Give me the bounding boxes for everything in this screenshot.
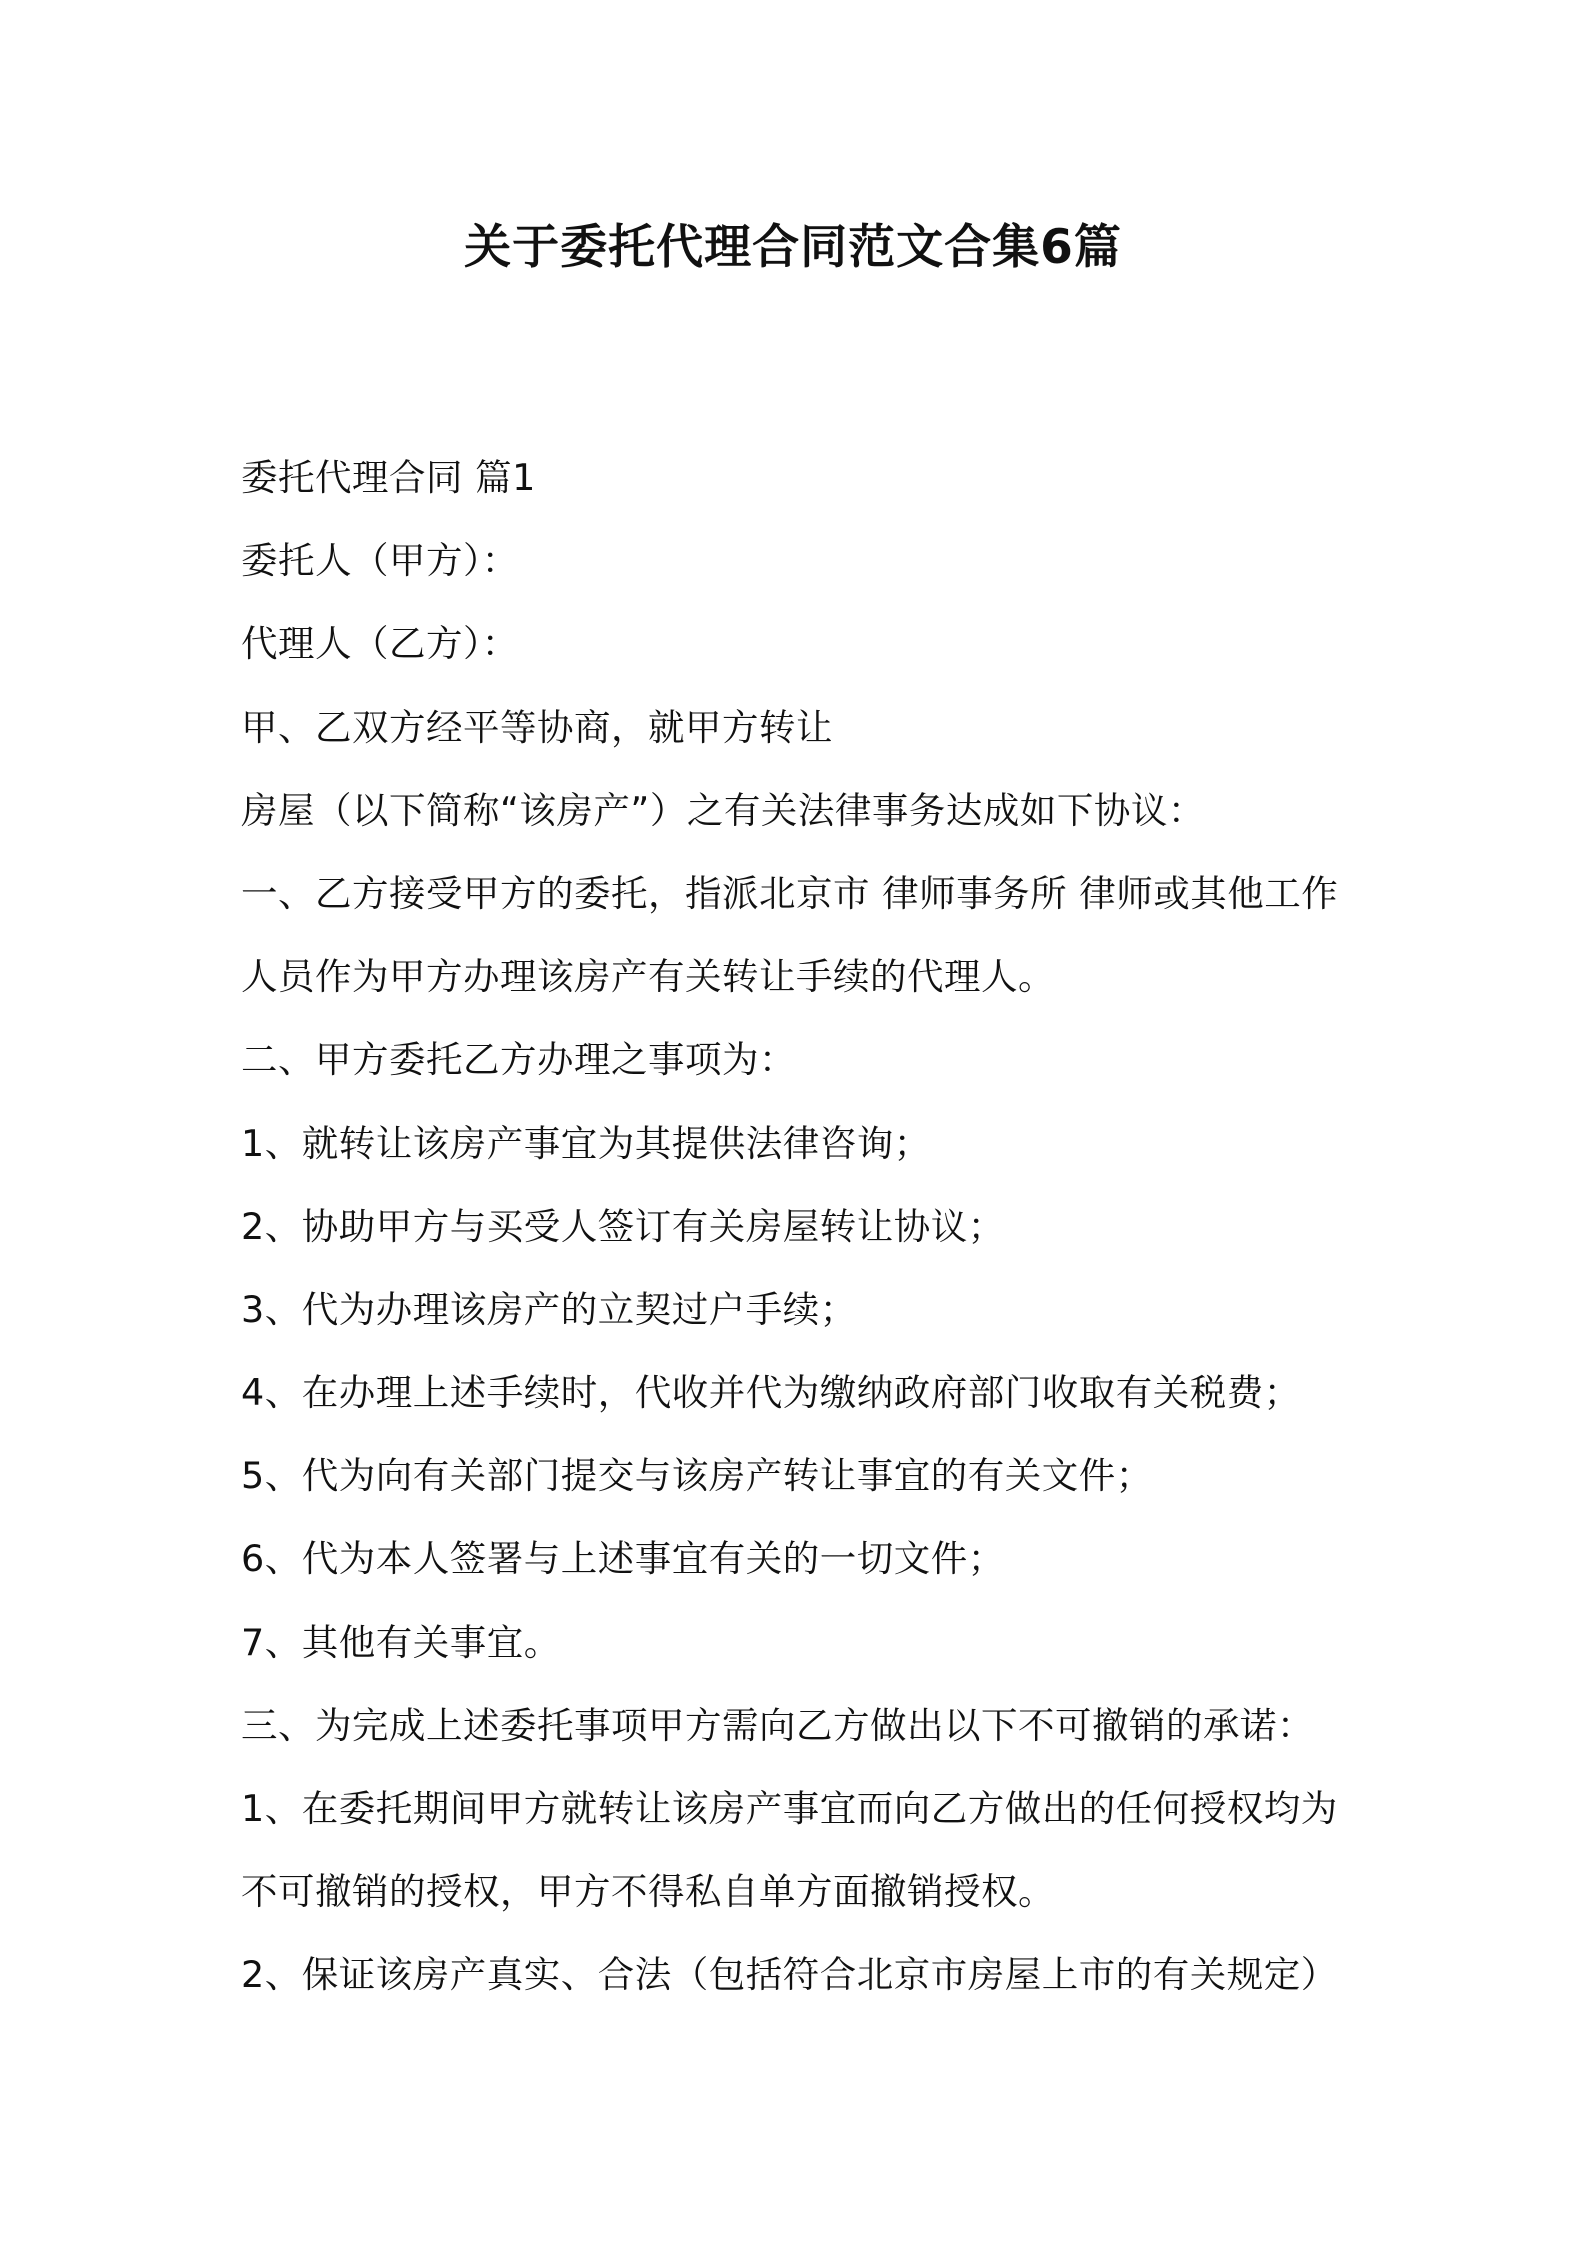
paragraph-line: 不可撤销的授权，甲方不得私自单方面撤销授权。 — [241, 1870, 1055, 1914]
paragraph-line: 6、代为本人签署与上述事宜有关的一切文件； — [241, 1537, 1005, 1581]
paragraph-line: 人员作为甲方办理该房产有关转让手续的代理人。 — [241, 955, 1055, 999]
paragraph-line: 1、在委托期间甲方就转让该房产事宜而向乙方做出的任何授权均为 — [241, 1787, 1338, 1830]
paragraph-line: 一、乙方接受甲方的委托，指派北京市 律师事务所 律师或其他工作 — [241, 871, 1339, 915]
paragraph-line: 二、甲方委托乙方办理之事项为： — [241, 1038, 796, 1082]
paragraph-line: 2、保证该房产真实、合法（包括符合北京市房屋上市的有关规定） — [241, 1953, 1338, 1997]
paragraph-line: 4、在办理上述手续时，代收并代为缴纳政府部门收取有关税费； — [241, 1371, 1301, 1415]
paragraph-line: 委托代理合同 篇1 — [241, 456, 536, 499]
paragraph-line: 三、为完成上述委托事项甲方需向乙方做出以下不可撤销的承诺： — [241, 1703, 1314, 1747]
document-title: 关于委托代理合同范文合集6篇 — [464, 220, 1122, 275]
paragraph-line: 房屋（以下简称“该房产”）之有关法律事务达成如下协议： — [241, 788, 1205, 832]
document-body — [241, 448, 1361, 2029]
paragraph-line: 5、代为向有关部门提交与该房产转让事宜的有关文件； — [241, 1454, 1153, 1498]
paragraph-line: 甲、乙双方经平等协商，就甲方转让 — [241, 705, 833, 749]
paragraph-line: 委托人（甲方）： — [241, 539, 519, 583]
paragraph-line: 3、代为办理该房产的立契过户手续； — [241, 1287, 857, 1331]
paragraph-line: 1、就转让该房产事宜为其提供法律咨询； — [241, 1121, 931, 1165]
paragraph-line: 2、协助甲方与买受人签订有关房屋转让协议； — [241, 1204, 1005, 1248]
paragraph-line: 7、其他有关事宜。 — [241, 1620, 561, 1664]
paragraph-line: 代理人（乙方）： — [241, 622, 519, 666]
